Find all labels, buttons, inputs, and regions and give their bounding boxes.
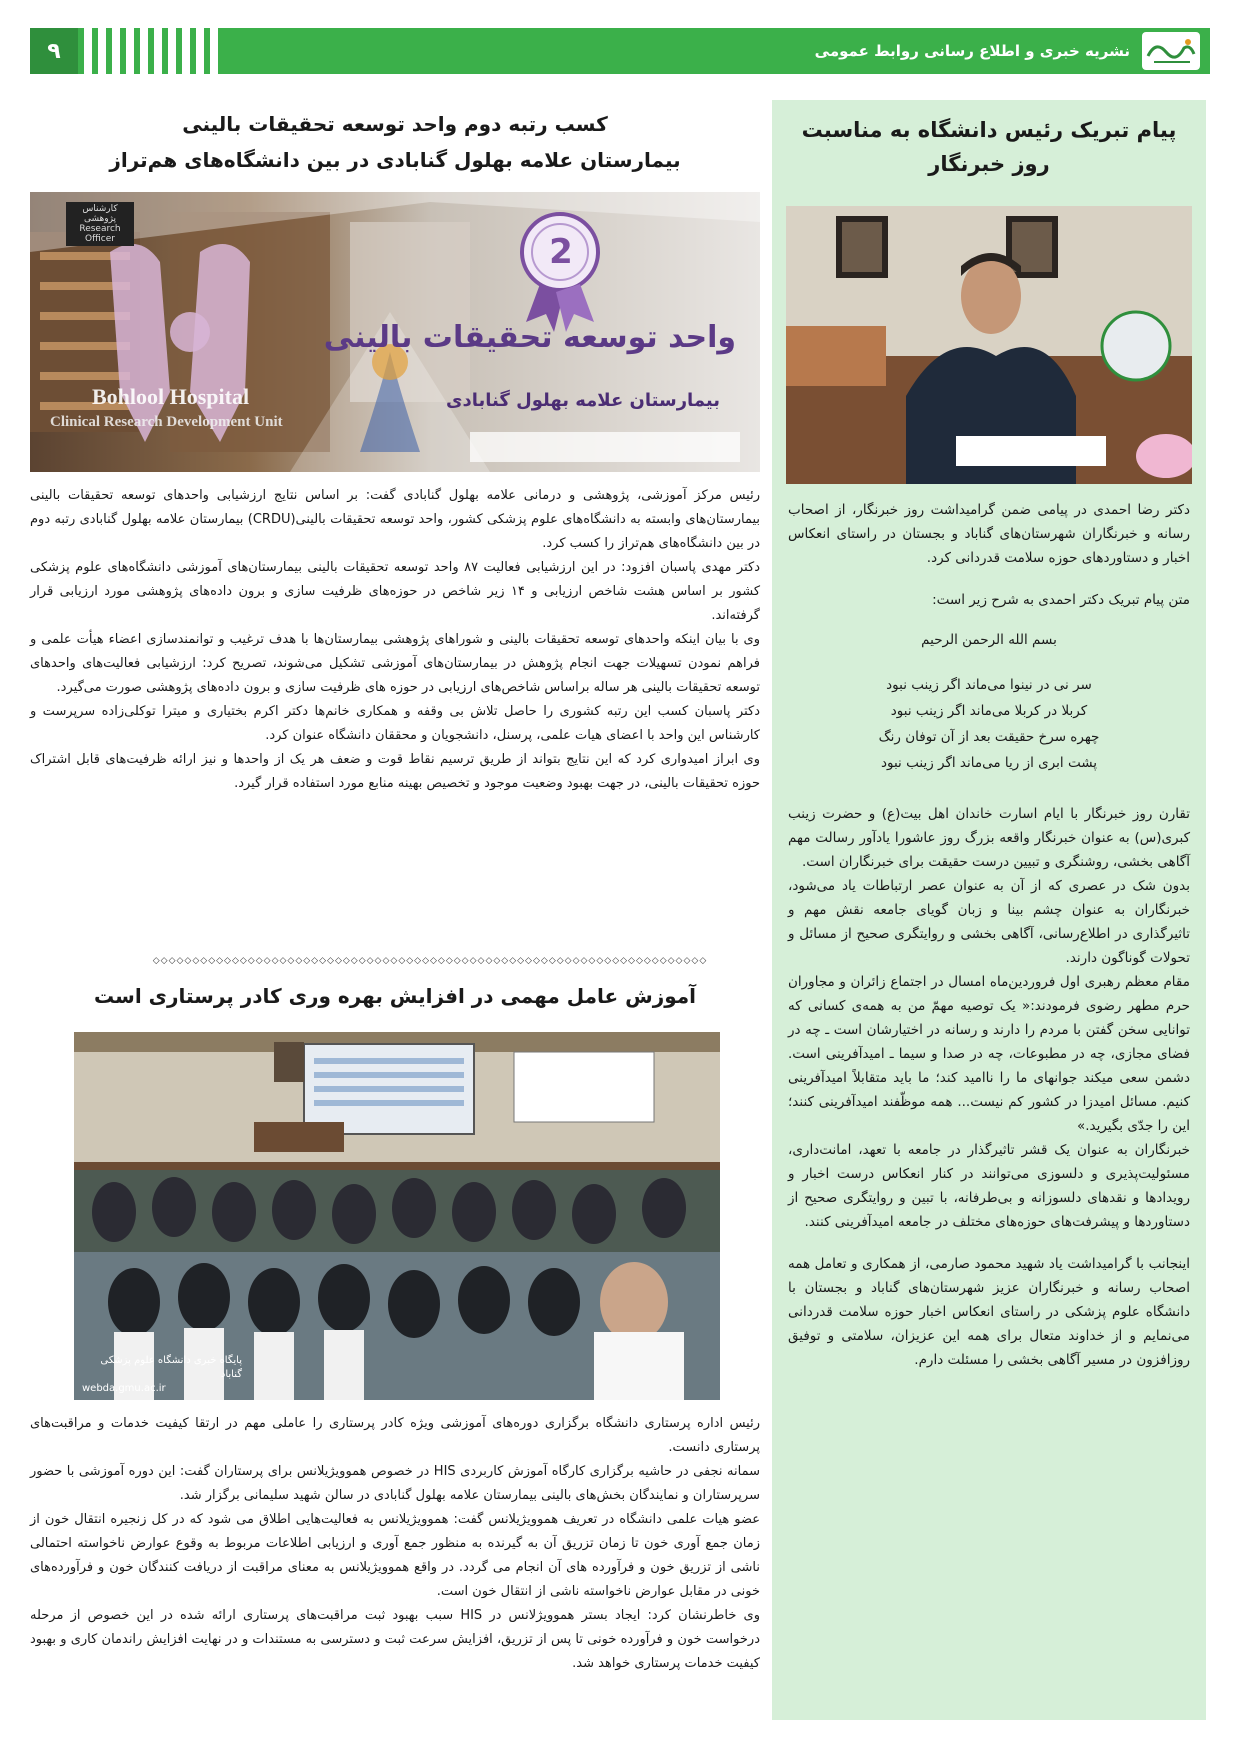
office-sign-fa: کارشناس پژوهشی [82, 204, 118, 224]
banner-title: واحد توسعه تحقیقات بالینی [323, 320, 736, 355]
article1-title-line1: کسب رتبه دوم واحد توسعه تحقیقات بالینی [182, 112, 608, 136]
banner-title-en: Bohlool Hospital [92, 384, 250, 409]
poem-line: کربلا در کربلا می‌ماند اگر زینب نبود [890, 703, 1088, 719]
article2-paragraph: وی خاطرنشان کرد: ایجاد بستر هموویژلانس در HIS سبب بهبود ثبت مراقبت‌های پرستاری ارائه شده در این خصوص از مرحله درخواست خون و فرآورده خونی تا پس از تزریق، افزایش سرعت ثبت و دسترسی به مستندات و در نهایت افزایش راندمان کاری و بهبود کیفیت خدمات پرستاری خواهد شد. [30, 1608, 760, 1671]
article1-title-line2: بیمارستان علامه بهلول گنابادی در بین دانشگاه‌های هم‌تراز [109, 148, 681, 172]
training-session-photo [74, 1032, 720, 1400]
sidebar-title-line2: روز خبرنگار [928, 152, 1050, 176]
sidebar-body [788, 498, 1190, 1372]
basmala: بسم الله الرحمن الرحیم [921, 632, 1057, 648]
poem [788, 672, 1190, 776]
page-number: ۹ [30, 28, 78, 74]
photo-watermark-caption: پایگاه خبری دانشگاه علوم پزشکی گناباد [100, 1355, 242, 1380]
logo-icon [1144, 34, 1198, 68]
sidebar-message-intro: متن پیام تبریک دکتر احمدی به شرح زیر است: [932, 592, 1190, 608]
photo-watermark-url: webda.gmu.ac.ir [82, 1383, 166, 1394]
article2-paragraph: عضو هیات علمی دانشگاه در تعریف هموویژیلانس گفت: هموویژیلانس به فعالیت‌هایی اطلاق می شود که در کل زنجیره انتقال خون از زمان جمع آوری خون تا زمان تزریق آن به گیرنده به منظور جمع آوری و ارزیابی اطلاعات مربوط به وقوع عوارض ناخواسته احتمالی ناشی از تزریق خون و فرآورده های آن انجام می گردد. در واقع هموویژیلانس به معنای مراقبت از دریافت کنندگان خون و فرآورده‌های خونی در مقابل عوارض ناخواسته ناشی از انتقال خون است. [30, 1512, 760, 1599]
rank-badge: 2 [549, 232, 573, 272]
article2-body [30, 1412, 760, 1676]
sidebar-paragraph: اینجانب با گرامیداشت یاد شهید محمود صارمی، از همکاری و تعامل همه اصحاب رسانه و خبرنگاران عزیز شهرستان‌های گناباد و بجستان با دانشگاه علوم پزشکی در راستای انعکاس اخبار حوزه سلامت قدردانی می‌نمایم و از خداوند متعال برای همه این عزیزان، سلامتی و توفیق روزافزون در مسیر آگاهی بخشی را مسئلت دارم. [788, 1256, 1190, 1368]
banner-subtitle: بیمارستان علامه بهلول گنابادی [445, 390, 720, 411]
article2-photo [74, 1032, 720, 1400]
sidebar-intro: دکتر رضا احمدی در پیامی ضمن گرامیداشت روز خبرنگار، از اصحاب رسانه و خبرنگاران شهرستان‌های گناباد و بجستان در راستای انعکاس اخبار و دستاوردهای حوزه سلامت قدردانی کرد. [788, 502, 1190, 566]
sidebar-paragraph: بدون شک در عصری که از آن به عنوان عصر ارتباطات یاد می‌شود، خبرنگاران به عنوان چشم بینا و زبان گویای جامعه نقش مهم و تاثیرگذاری در اطلاع‌رسانی، آگاهی بخشی و روایتگری صحیح از مسائل و تحولات گوناگون دارند. [788, 878, 1190, 966]
article1-paragraph: دکتر مهدی پاسبان افزود: در این ارزشیابی فعالیت ۸۷ واحد توسعه تحقیقات بالینی بیمارستان‌های آموزشی دانشگاه‌های علوم پزشکی کشور بر اساس هشت شاخص ارزیابی و ۱۴ زیر شاخص در حوزه‌های ظرفیت سازی و برون داده‌های پژوهشی مورد ارزیابی قرار گرفته‌اند. [30, 560, 761, 623]
article1-paragraph: وی ابراز امیدواری کرد که این نتایج بتواند از طریق ترسیم نقاط قوت و ضعف هر یک از واحدها و نیز ارائه ظرفیت‌های قابل اشتراک حوزه تحقیقات بالینی، در جهت بهبود وضعیت موجود و تخصیص بهینه منابع مورد استفاده قرار گیرد. [30, 752, 760, 791]
photo-watermark [82, 1354, 242, 1396]
poem-line: سر نی در نینوا می‌ماند اگر زینب نبود [886, 677, 1092, 693]
header-stripes [84, 28, 218, 74]
newsletter-title: نشریه خبری و اطلاع رسانی روابط عمومی [814, 42, 1130, 60]
sidebar-panel [772, 100, 1206, 1720]
article2-title: آموزش عامل مهمی در افزایش بهره وری کادر پرستاری است [94, 984, 696, 1008]
article1-paragraph: وی با بیان اینکه واحدهای توسعه تحقیقات بالینی و شوراهای پژوهشی بیمارستان‌ها با هدف ترغیب و توانمندسازی اعضاء هیأت علمی و فراهم نمودن تسهیلات جهت انجام پژوهش در بیمارستان‌های آموزشی تشکیل می‌شوند، تصریح کرد: ارزشیابی فعالیت‌های واحدهای توسعه تحقیقات بالینی هر ساله براساس شاخص‌های ارزیابی در حوزه های ظرفیت سازی و برون داده‌های پژوهشی صورت می‌گیرد. [30, 632, 760, 695]
article1-paragraph: رئیس مرکز آموزشی، پژوهشی و درمانی علامه بهلول گنابادی گفت: بر اساس نتایج ارزشیابی واحدهای توسعه تحقیقات بالینی بیمارستان‌های وابسته به دانشگاه‌های علوم پزشکی کشور، واحد توسعه تحقیقات بالینی(CRDU) بیمارستان علامه بهلول گنابادی رتبه دوم در بین دانشگاه‌های هم‌تراز را کسب کرد. [30, 488, 760, 551]
article2-paragraph: سمانه نجفی در حاشیه برگزاری کارگاه آموزش کاربردی HIS در خصوص هموویژیلانس برای پرستاران گفت: این دوره آموزشی با حضور سرپرستاران و نمایندگان بخش‌های بالینی بیمارستان علامه بهلول گنابادی در سالن شهید سلیمانی برگزار شد. [30, 1464, 760, 1503]
poem-line: پشت ابری از ریا می‌ماند اگر زینب نبود [881, 755, 1097, 771]
sidebar-paragraph: مقام معظم رهبری اول فروردین‌ماه امسال در اجتماع زائران و مجاوران حرم مطهر رضوی فرمودند:« یک توصیه مهمّ من به همه‌ی کسانی که توانایی سخن گفتن با مردم را دارند و رسانه در اختیارشان است ـ چه در فضای مجازی، چه در مطبوعات، چه در صدا و سیما ـ امیدآفرینی است. دشمن سعی میکند جوانهای ما را ناامید کند؛ ما باید متقابلاً امیدآفرینی کنیم. مسائل امیدزا در کشور کم نیست... همه موظّفند امیدآفرینی کنند؛ این را جدّی بگیرید.» [788, 974, 1190, 1134]
article1-body [30, 484, 760, 796]
president-signing-photo [786, 206, 1192, 484]
article2-paragraph: رئیس اداره پرستاری دانشگاه برگزاری دوره‌های آموزشی ویژه کادر پرستاری را عاملی مهم در ارتقا کیفیت خدمات و مراقبت‌های پرستاری دانست. [30, 1416, 760, 1455]
sidebar-paragraph: تقارن روز خبرنگار با ایام اسارت خاندان اهل بیت(ع) و حضرت زینب کبری(س) به عنوان خبرنگار واقعه بزرگ روز عاشورا یادآور رسالت مهم آگاهی بخشی، روشنگری و تبیین درست حقیقت برای خبرنگاران است. [788, 806, 1190, 870]
article1-paragraph: دکتر پاسبان کسب این رتبه کشوری را حاصل تلاش بی وقفه و همکاری خانم‌ها دکتر اکرم بختیاری و میترا توکلی‌زاده سرپرست و کارشناس این واحد با اعضای هیات علمی، پرسنل، دانشجویان و محققان دانشگاه عنوان کرد. [30, 704, 760, 743]
office-sign [66, 202, 134, 246]
page-header [30, 28, 1210, 74]
office-sign-en: Research Officer [79, 224, 121, 244]
sidebar-title-line1: پیام تبریک رئیس دانشگاه به مناسبت [801, 118, 1177, 142]
sidebar-paragraph: خبرنگاران به عنوان یک قشر تاثیرگذار در جامعه با تعهد، امانت‌داری، مسئولیت‌پذیری و دلسوزی می‌توانند در کنار انعکاس درست اخبار و رویدادها و نقدهای دلسوزانه و بی‌طرفانه، با تبین و روایتگری صحیح از دستاوردها و پیشرفت‌های حوزه‌های مختلف در جامعه امیدآفرینی کنند. [788, 1142, 1190, 1230]
banner-subtitle-en: Clinical Research Development Unit [50, 414, 283, 430]
president-photo [786, 206, 1192, 484]
article1-image [30, 192, 760, 472]
newsletter-logo [1142, 32, 1200, 70]
section-divider: ◇◇◇◇◇◇◇◇◇◇◇◇◇◇◇◇◇◇◇◇◇◇◇◇◇◇◇◇◇◇◇◇◇◇◇◇◇◇◇◇◇◇◇◇◇◇◇◇◇◇◇◇◇◇◇◇◇◇◇◇◇◇◇◇◇◇◇◇◇◇ [152, 956, 708, 966]
poem-line: چهره سرخ حقیقت بعد از آن توفان رنگ [878, 729, 1100, 745]
